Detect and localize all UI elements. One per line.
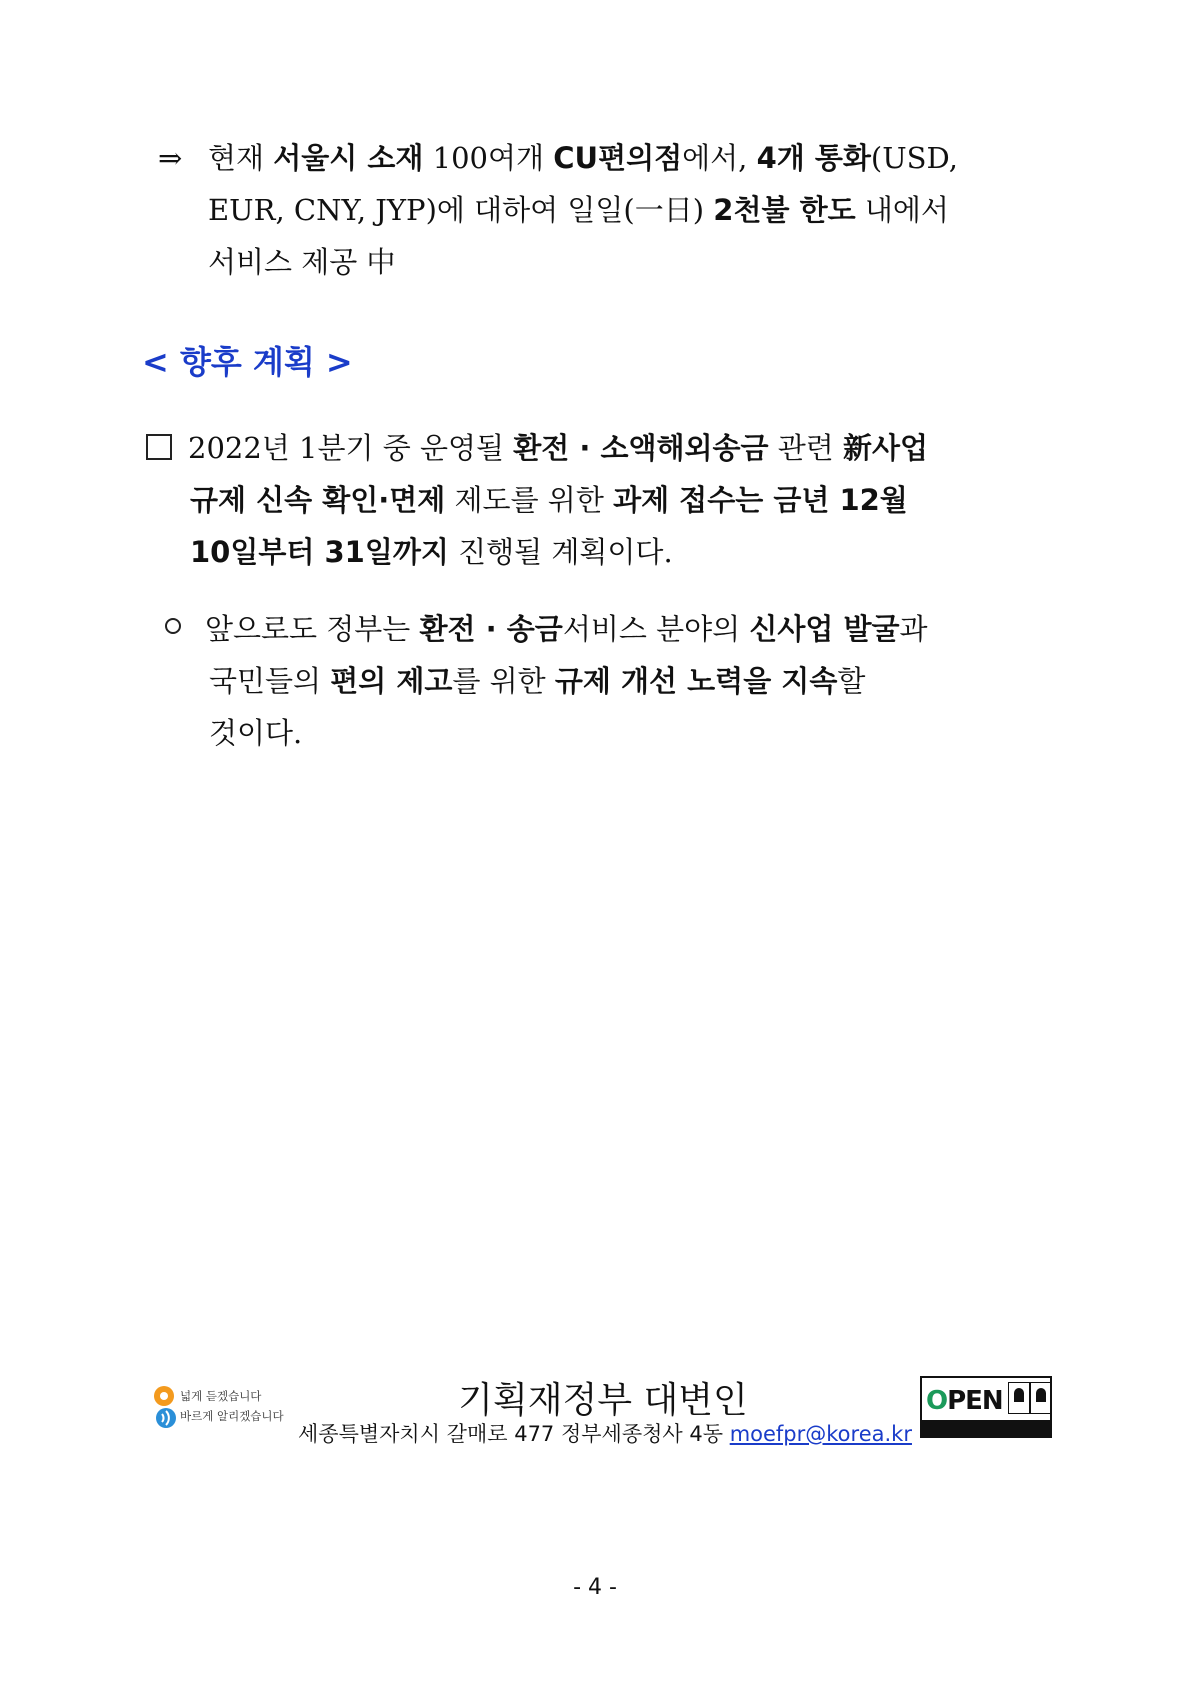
open-logo-text	[926, 1382, 1006, 1420]
open-license-badge	[920, 1376, 1052, 1438]
bold-text: 규제 개선 노력을 지속	[554, 664, 838, 698]
attribution-icon	[1008, 1382, 1030, 1414]
arrow-line-3	[158, 236, 1050, 288]
arrow-line-2	[158, 184, 1050, 236]
bold-text: CU편의점	[553, 141, 683, 175]
bold-text: 신사업 발굴	[749, 612, 900, 646]
text-run: 것이다.	[209, 716, 303, 750]
future-paragraph	[165, 603, 1052, 759]
text-run: 앞으로도 정부는	[205, 612, 420, 646]
no-derivatives-icon	[1030, 1382, 1052, 1414]
circle-bullet-icon	[165, 618, 181, 634]
plan-line-3	[146, 526, 1052, 578]
text-run: 제도를 위한	[445, 483, 614, 517]
page-number: - 4 -	[573, 1575, 617, 1600]
checkbox-icon	[146, 434, 172, 460]
address-line	[298, 1418, 912, 1448]
bold-text: 편의 제고	[330, 664, 453, 698]
text-run: 를 위한	[452, 664, 555, 698]
future-line-3	[165, 707, 1052, 759]
text-run: 현재	[208, 141, 274, 175]
text-run: (USD,	[870, 141, 958, 175]
plan-line-2	[146, 474, 1052, 526]
text-run: 서비스 분야의	[562, 612, 750, 646]
bold-text: 환전 · 송금	[419, 612, 563, 646]
bold-text: 환전 · 소액해외송금	[513, 431, 769, 465]
text-run: 관련	[768, 431, 844, 465]
text-run: 국민들의	[209, 664, 331, 698]
section-title: < 향후 계획 >	[142, 343, 353, 381]
text-run: 내에서	[855, 193, 949, 227]
text-run: 2022년 1분기 중 운영될	[188, 431, 514, 465]
bold-text: 10일부터 31일까지	[190, 535, 449, 569]
bold-text: 규제 신속 확인·면제	[190, 483, 446, 517]
slogan-line-2: 바르게 알리겠습니다	[180, 1409, 284, 1423]
bold-text: 新사업	[843, 431, 929, 465]
open-logo-rest: PEN	[947, 1386, 1003, 1416]
ministry-name: 기획재정부 대변인	[458, 1380, 748, 1421]
address-text: 세종특별자치시 갈매로 477 정부세종청사 4동	[298, 1422, 730, 1446]
arrow-line-1	[158, 132, 1050, 184]
open-logo-o: O	[926, 1386, 948, 1416]
arrow-paragraph	[158, 132, 1050, 288]
plan-paragraph	[146, 422, 1052, 578]
bold-text: 과제 접수는 금년 12월	[613, 483, 908, 517]
ear-speaker-icon	[152, 1384, 180, 1430]
bold-text: 4개 통화	[756, 141, 871, 175]
text-run: 과	[899, 612, 928, 646]
slogan-logo	[150, 1378, 290, 1434]
bold-text: 서울시 소재	[273, 141, 424, 175]
future-line-1	[165, 603, 1052, 655]
footer	[150, 1372, 1052, 1452]
bold-text: 2천불 한도	[713, 193, 856, 227]
text-run: 진행될 계획이다.	[448, 535, 673, 569]
badge-bottom-bar	[922, 1420, 1050, 1436]
slogan-line-1: 넓게 듣겠습니다	[180, 1389, 262, 1403]
text-run: 할	[837, 664, 866, 698]
text-run: 서비스 제공 中	[208, 245, 396, 279]
future-line-2	[165, 655, 1052, 707]
text-run: 에서,	[682, 141, 757, 175]
email-link[interactable]: moefpr@korea.kr	[729, 1422, 912, 1446]
text-run: 100여개	[423, 141, 554, 175]
text-run: EUR, CNY, JYP)에 대하여 일일(一日)	[208, 193, 714, 227]
plan-line-1	[146, 422, 1052, 474]
double-arrow-icon: ⇒	[158, 141, 183, 175]
